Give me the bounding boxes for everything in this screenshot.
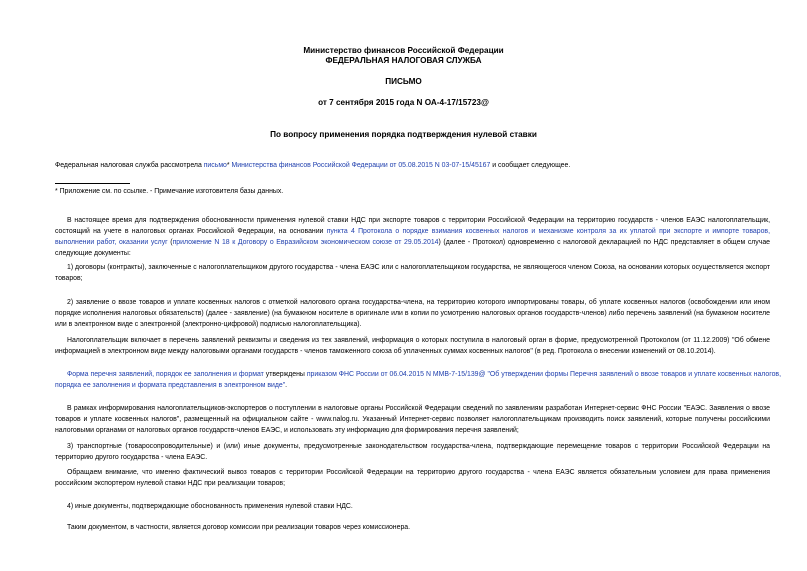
document-type: ПИСЬМО xyxy=(385,77,422,86)
footnote-divider xyxy=(55,183,130,184)
paragraph-internet-service: В рамках информирования налогоплательщиков-экспортеров о поступлении в налоговые органы Российской Федерации сведений по заявлениям разработан Интернет-сервис ФНС России "ЕАЭС. Заявления о ввозе товаров и уплате косвенных налогов", размещенный на официальном сайте - www.nalog.ru. Указанный Интернет-сервис позволяет налогоплательщикам производить поиск заявлений, которые получены российскими налоговыми органами от налоговых органов государств-членов ЕАЭС, и использовать эту информацию для формирования перечня заявлений; xyxy=(55,405,770,434)
ministry-letter-link[interactable]: Министерства финансов Российской Федерации от 05.08.2015 N 03-07-15/45167 xyxy=(231,162,491,169)
paragraph-list-of-applications: Налогоплательщик включает в перечень заявлений реквизиты и сведения из тех заявлений, информация о которых поступила в налоговый орган в форме, предусмотренной Протоколом (от 11.12.2009) "Об обмене информацией в электронном виде между налоговыми органами государств - членов таможенного союза об уплаченных суммах косвенных налогов" (в ред. Протокола о внесении изменений от 08.10.2014). xyxy=(55,337,770,355)
paragraph-text: ( xyxy=(167,239,173,246)
form-link[interactable]: Форма перечня заявлений, порядок ее заполнения и формат xyxy=(67,371,264,378)
paragraph-order-reference xyxy=(55,369,781,391)
item-3-transport-documents: 3) транспортные (товаросопроводительные) и (или) иные документы, предусмотренные законодательством государства-члена, подтверждающие перемещение товаров с территории Российской Федерации на территорию другого государства - члена ЕАЭС. xyxy=(55,443,770,461)
letter-link[interactable]: письмо xyxy=(203,162,227,169)
paragraph-text: утверждены xyxy=(263,371,307,378)
footnote: * Приложение см. по ссылке. - Примечание изготовителя базы данных. xyxy=(55,188,284,195)
paragraph-text: . xyxy=(285,382,288,389)
item-2-application: 2) заявление о ввозе товаров и уплате косвенных налогов с отметкой налогового органа государства-члена, на территорию которого импортированы товары, об уплате косвенных налогов (освобождении или ином порядке исполнения налоговых обязательств) (далее - заявление) (на бумажном носителе в оригинале или в копии по усмотрению налоговых органов государств-членов) либо перечень заявлений (на бумажном носителе или в электронном виде с электронной (электронно-цифровой) подписью налогоплательщика). xyxy=(55,299,770,328)
item-4-other-documents: 4) иные документы, подтверждающие обоснованность применения нулевой ставки НДС. xyxy=(67,503,353,510)
paragraph-text: В настоящее время для подтверждения обоснованности применения нулевой ставки НДС при экспорте товаров с территории Российской Федерации на территорию государств - членов ЕАЭС налогоплательщик, состоящий на учете в налоговых органах Российской Федерации, на основании xyxy=(55,217,770,235)
service-heading: ФЕДЕРАЛЬНАЯ НАЛОГОВАЯ СЛУЖБА xyxy=(325,56,482,65)
footnote-mark: * xyxy=(226,162,232,169)
paragraph-attention: Обращаем внимание, что именно фактический вывоз товаров с территории Российской Федерации на территорию другого государства - члена ЕАЭС является обязательным условием для права применения российским экспортером нулевой ставки НДС при реализации товаров; xyxy=(55,469,770,487)
document-date-number: от 7 сентября 2015 года N ОА-4-17/15723@ xyxy=(318,98,489,107)
ministry-heading: Министерство финансов Российской Федерации xyxy=(303,46,504,55)
treaty-appendix-link[interactable]: приложение N 18 к Договору о Евразийском экономическом союзе от 29.05.2014 xyxy=(172,239,439,246)
paragraph-intro-documents xyxy=(55,215,770,259)
item-1-contracts: 1) договоры (контракты), заключенные с налогоплательщиком другого государства - члена ЕАЭС или с налогоплательщиком государства, не являющегося членом Союза, на основании которых осуществляется экспорт товаров; xyxy=(55,264,770,282)
intro-text: Федеральная налоговая служба рассмотрела xyxy=(55,162,204,169)
intro-paragraph xyxy=(55,160,775,171)
fns-order-link[interactable]: приказом ФНС России от 06.04.2015 N ММВ-7-15/139@ "Об утверждении формы Перечня заявлений о ввозе товаров и уплате косвенных налогов, порядка ее заполнения и формата представления в электронном виде" xyxy=(55,371,782,389)
paragraph-commission-agreement: Таким документом, в частности, является договор комиссии при реализации товаров через комиссионера. xyxy=(67,524,411,531)
protocol-link[interactable]: пункта 4 Протокола о порядке взимания косвенных налогов и механизме контроля за их уплатой при экспорте и импорте товаров, выполнении работ, оказании услуг xyxy=(55,228,770,246)
paragraph-text: ) (далее - Протокол) одновременно с налоговой декларацией по НДС представляет в общем случае следующие документы: xyxy=(55,239,770,257)
intro-text-end: и сообщает следующее. xyxy=(490,162,571,169)
document-subject: По вопросу применения порядка подтверждения нулевой ставки xyxy=(270,130,537,139)
